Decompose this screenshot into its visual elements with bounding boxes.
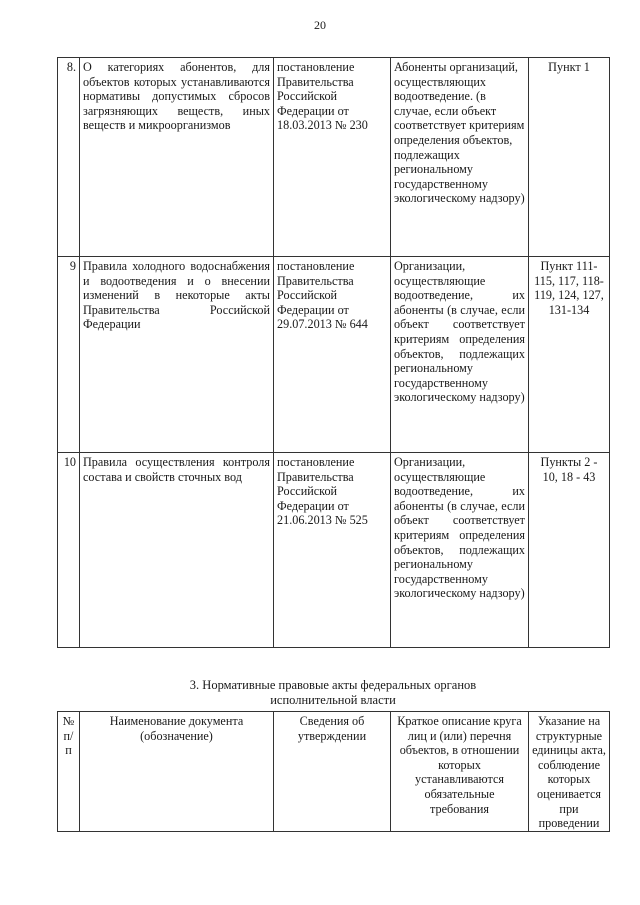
subjects-description: Организации, осуществляющие водоотведение, их абоненты (в случае, если объект соответствует критериям определения объектов, подлежащих региональному государственному экологическому надзору): [391, 453, 529, 648]
approval-info: постановление Правительства Российской Федерации от 18.03.2013 № 230: [274, 58, 391, 257]
subjects-description: Организации, осуществляющие водоотведение, их абоненты (в случае, если объект соответствует критериям определения объектов, подлежащих региональному государственному экологическому надзору): [391, 257, 529, 453]
regulations-table: [57, 57, 610, 648]
row-number: 9: [58, 257, 80, 453]
federal-acts-table: [57, 711, 610, 832]
approval-info: постановление Правительства Российской Федерации от 21.06.2013 № 525: [274, 453, 391, 648]
header-subjects: Краткое описание круга лиц и (или) перечня объектов, в отношении которых устанавливаются обязательные требования: [391, 712, 529, 832]
table-row: [58, 453, 610, 648]
table-header-row: [58, 712, 610, 832]
section-title: [57, 678, 609, 708]
approval-info: постановление Правительства Российской Федерации от 29.07.2013 № 644: [274, 257, 391, 453]
page-number: 20: [314, 18, 326, 32]
document-name: О категориях абонентов, для объектов которых устанавливаются нормативы допустимых сбросов загрязняющих веществ, иных веществ и микроорганизмов: [80, 58, 274, 257]
header-document-name: Наименование документа (обозначение): [80, 712, 274, 832]
section-title-line1: 3. Нормативные правовые акты федеральных органов: [189, 678, 477, 692]
document-name: Правила осуществления контроля состава и свойств сточных вод: [80, 453, 274, 648]
header-number: № п/п: [58, 712, 80, 832]
structural-units: Пункты 2 - 10, 18 - 43: [529, 453, 610, 648]
row-number: 8.: [58, 58, 80, 257]
subjects-description: Абоненты организаций, осуществляющих водоотведение. (в случае, если объект соответствует критериям определения объектов, подлежащих региональному государственному экологическому надзору): [391, 58, 529, 257]
table-row: [58, 58, 610, 257]
section-title-line2: исполнительной власти: [270, 693, 396, 707]
structural-units: Пункт 1: [529, 58, 610, 257]
structural-units: Пункт 111-115, 117, 118-119, 124, 127, 131-134: [529, 257, 610, 453]
row-number: 10: [58, 453, 80, 648]
document-name: Правила холодного водоснабжения и водоотведения и о внесении изменений в некоторые акты Правительства Российской Федерации: [80, 257, 274, 453]
header-approval: Сведения об утверждении: [274, 712, 391, 832]
header-structural-units: Указание на структурные единицы акта, соблюдение которых оценивается при проведении: [529, 712, 610, 832]
table-row: [58, 257, 610, 453]
